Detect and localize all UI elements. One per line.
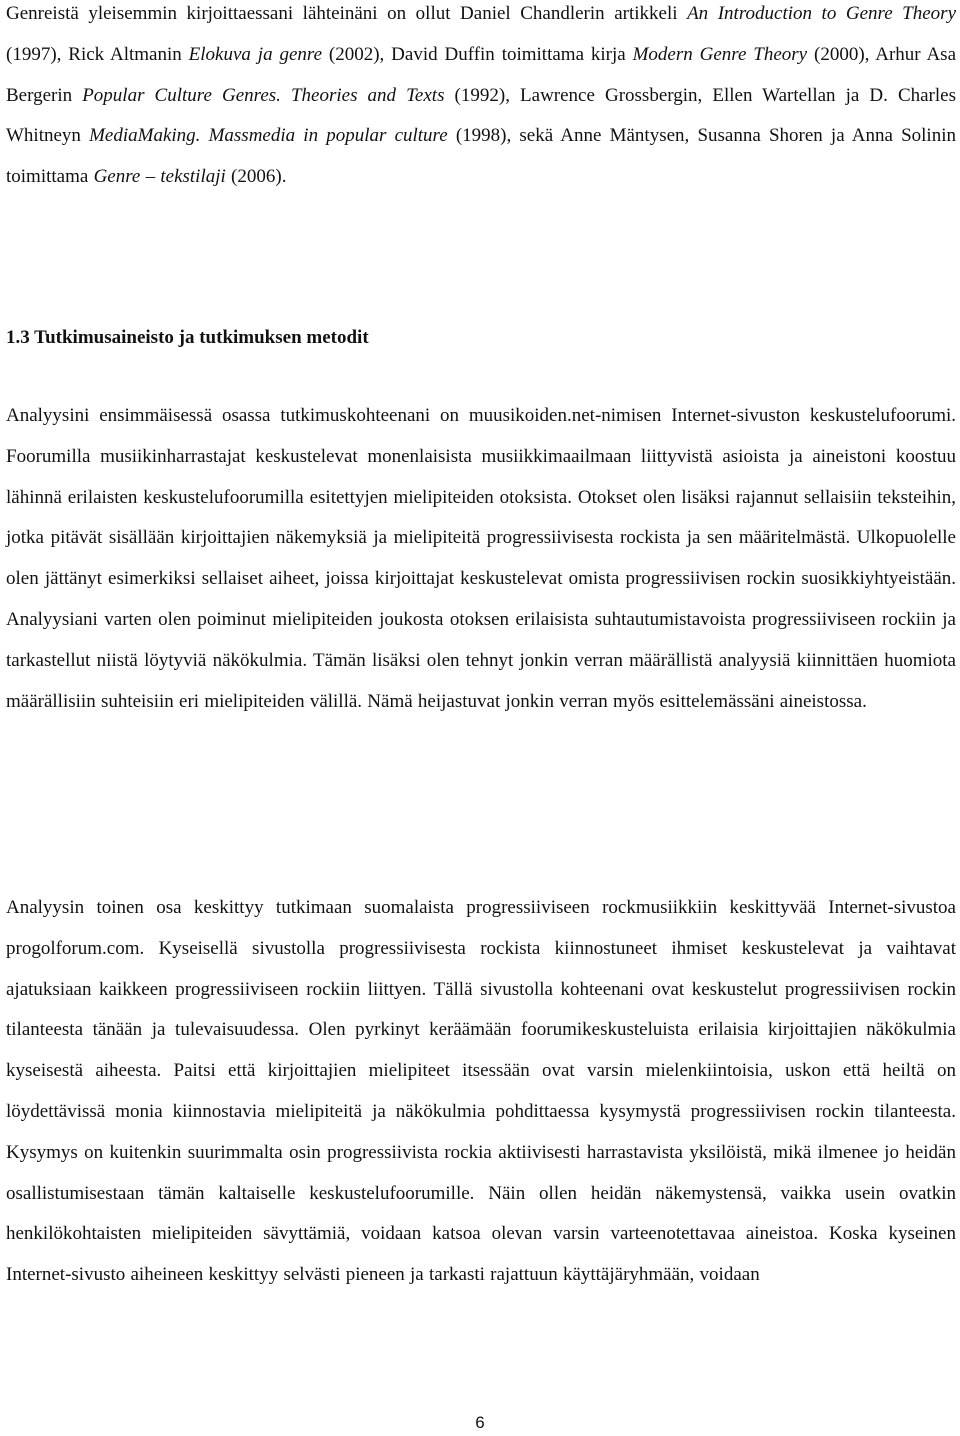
section-heading: 1.3 Tutkimusaineisto ja tutkimuksen metodit xyxy=(6,327,369,348)
cited-title: Popular Culture Genres. Theories and Texts xyxy=(82,84,445,106)
page-number: 6 xyxy=(475,1413,485,1432)
cited-title: An Introduction to Genre Theory xyxy=(687,3,957,24)
text-run: (1992), Lawrence Grossbergin, Ellen Wartellan ja D. Charles Whitneyn xyxy=(6,84,956,147)
cited-title: Modern Genre Theory xyxy=(632,43,808,65)
paragraph-research-material: Analyysini ensimmäisessä osassa tutkimuskohteenani on muusikoiden.net-nimisen Internet-sivuston keskustelufoorumi. Foorumilla musiikinharrastajat keskustelevat monenlaisista musiikkimaailmaan liittyvistä asioista ja aineistoni koostuu lähinnä erilaisten keskustelufoorumilla esitettyjen mielipiteiden otoksista. Otokset olen lisäksi rajannut sellaisiin teksteihin, jotka pitävät sisällään kirjoittajien näkemyksiä ja mielipiteitä progressiivisesta rockista ja sen määritelmästä. Ulkopuolelle olen jättänyt esimerkiksi sellaiset aiheet, joissa kirjoittajat keskustelevat omista progressiivisen rockin suosikkiyhtyeistään. Analyysiani varten olen poiminut mielipiteiden joukosta otoksen erilaisista suhtautumistavoista progressiiviseen rockiin ja tarkastellut niistä löytyviä näkökulmia. Tämän lisäksi olen tehnyt jonkin verran määrällistä analyysiä kiinnittäen huomiota määrällisiin suhteisiin eri mielipiteiden välillä. Nämä heijastuvat jonkin verran myös esittelemässäni aineistossa. xyxy=(6,405,956,712)
text-run: (2006). xyxy=(225,166,287,188)
text-run: (1998), sekä Anne Mäntysen, Susanna Shoren ja Anna Solinin toimittama xyxy=(6,125,956,188)
cited-title: Genre – tekstilaji xyxy=(93,166,226,188)
text-run: (2000), Arhur Asa Bergerin xyxy=(6,43,956,106)
cited-title: MediaMaking. Massmedia in popular culture xyxy=(89,125,448,147)
paragraph-analysis-second-part: Analyysin toinen osa keskittyy tutkimaan suomalaista progressiiviseen rockmusiikkiin keskittyvää Internet-sivustoa progolforum.com. Kyseisellä sivustolla progressiivisesta rockista kiinnostuneet ihmiset keskustelevat ja vaihtavat ajatuksiaan kaikkeen progressiiviseen rockiin liittyen. Tällä sivustolla kohteenani ovat keskustelut progressiivisen rockin tilanteesta tänään ja tulevaisuudessa. Olen pyrkinyt keräämään foorumikeskusteluista erilaisia kirjoittajien näkökulmia kyseisestä aiheesta. Paitsi että kirjoittajien mielipiteet itsessään ovat varsin mielenkiintoisia, uskon että heiltä on löydettävissä monia kiinnostavia mielipiteitä ja näkökulmia pohdittaessa kysymystä progressiivisen rockin tilanteesta. Kysymys on kuitenkin suurimmalta osin progressiivista rockia aktiivisesti harrastavista yksilöistä, mikä ilmenee jo heidän osallistumisestaan tämän kaltaiselle keskustelufoorumille. Näin ollen heidän näkemystensä, vaikka usein ovatkin henkilökohtaisten mielipiteiden sävyttämiä, voidaan katsoa olevan varsin varteenotettavaa aineistoa. Koska kyseinen Internet-sivusto aiheineen keskittyy selvästi pieneen ja tarkasti rajattuun käyttäjäryhmään, voidaan xyxy=(6,897,956,1286)
text-run: (2002), David Duffin toimittama kirja xyxy=(322,43,633,65)
text-run: (1997), Rick Altmanin xyxy=(6,43,189,65)
text-run: Genreistä yleisemmin kirjoittaessani lähteinäni on ollut Daniel Chandlerin artikkeli xyxy=(6,3,688,24)
paragraph-sources xyxy=(6,0,956,198)
cited-title: Elokuva ja genre xyxy=(188,43,323,65)
